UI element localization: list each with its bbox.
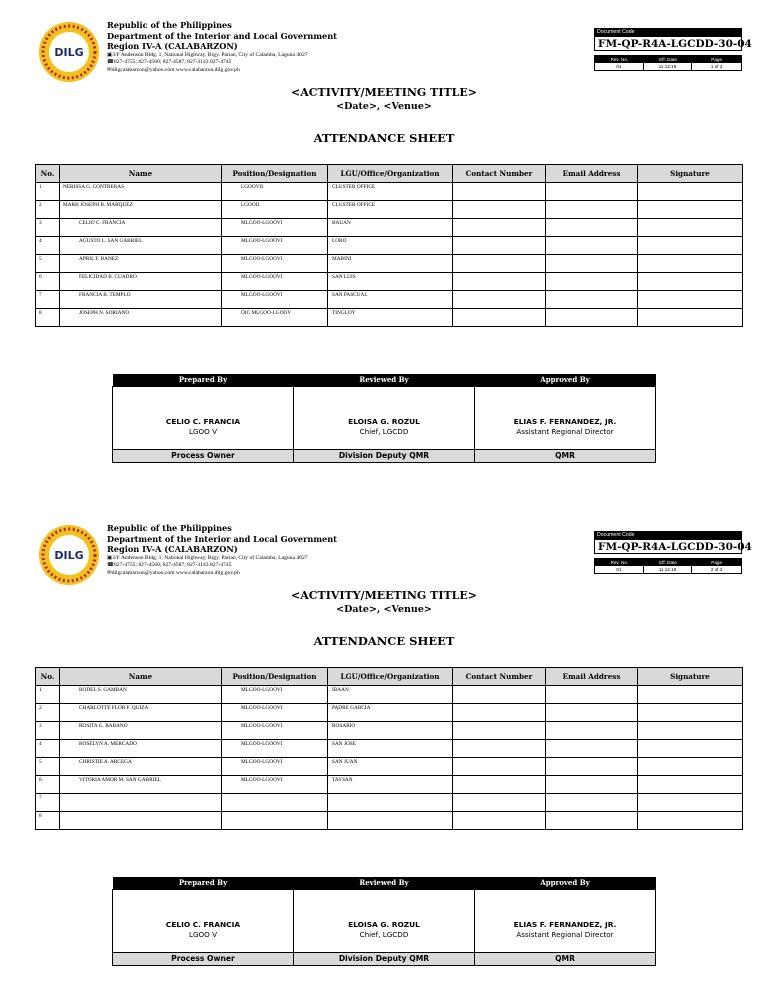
attendance-sheet-title: ATTENDANCE SHEET: [313, 131, 455, 145]
row-position: MLGOO-LGOOVI: [222, 237, 328, 255]
signatory-name: ELOISA G. ROZUL: [348, 919, 420, 929]
activity-subtitle: <Date>, <Venue>: [336, 604, 432, 615]
row-name: CHRISTIE A. ARCEGA: [60, 758, 222, 776]
row-email[interactable]: [546, 291, 638, 309]
row-signature[interactable]: [638, 291, 743, 309]
row-lgu: SAN PASCUAL: [328, 291, 453, 309]
row-no: 2: [36, 704, 60, 722]
row-email[interactable]: [546, 794, 638, 812]
row-position: MLGOO-LGOOVI: [222, 758, 328, 776]
row-lgu: CLUSTER OFFICE: [328, 183, 453, 201]
division-deputy-qmr-label: Division Deputy QMR: [294, 449, 475, 462]
rev-value: 01: [595, 566, 644, 573]
phone-icon: ☎: [107, 59, 114, 65]
table-row: [36, 237, 743, 255]
col-no: No.: [36, 668, 60, 686]
row-lgu: TINGLOY: [328, 309, 453, 327]
row-lgu: SAN JUAN: [328, 758, 453, 776]
agency-header: [107, 523, 437, 577]
row-lgu: TAYSAN: [328, 776, 453, 794]
department-line: Department of the Interior and Local Government: [107, 30, 337, 41]
activity-title: <ACTIVITY/MEETING TITLE>: [291, 86, 477, 99]
row-lgu: MABINI: [328, 255, 453, 273]
republic-line: Republic of the Philippines: [107, 20, 232, 30]
approved-by-cell: [475, 386, 656, 449]
row-signature[interactable]: [638, 237, 743, 255]
row-name: AGUSTO L. SAN GABRIEL: [60, 237, 222, 255]
row-signature[interactable]: [638, 722, 743, 740]
rev-label: Rev. No.: [595, 56, 644, 63]
document-code-value: FM-QP-R4A-LGCDD-30-04: [594, 539, 742, 554]
col-name: Name: [60, 165, 222, 183]
phone-line: ☎827-4755; 827-4560; 827-4587; 827-3143 827-4745: [107, 59, 232, 65]
row-name: APRIL F. BANEZ: [60, 255, 222, 273]
row-position[interactable]: [222, 794, 328, 812]
activity-heading: [0, 589, 768, 617]
row-contact[interactable]: [453, 237, 546, 255]
attendance-header-row: [36, 668, 743, 686]
row-signature[interactable]: [638, 812, 743, 830]
signatory-role: LGOO V: [188, 929, 218, 939]
row-signature[interactable]: [638, 183, 743, 201]
seal-text: DILG: [54, 549, 84, 562]
row-signature[interactable]: [638, 704, 743, 722]
row-name[interactable]: [60, 794, 222, 812]
col-email: Email Address: [546, 668, 638, 686]
reviewed-by-cell: [294, 889, 475, 952]
row-position: MLGOO-LGOOVI: [222, 704, 328, 722]
row-lgu: PADRE GARCIA: [328, 704, 453, 722]
activity-subtitle: <Date>, <Venue>: [336, 101, 432, 112]
row-no: 4: [36, 740, 60, 758]
row-lgu[interactable]: [328, 794, 453, 812]
rev-label: Rev. No.: [595, 559, 644, 566]
row-lgu: IBAAN: [328, 686, 453, 704]
row-no: 8: [36, 309, 60, 327]
document-page-2: [0, 503, 768, 1001]
row-signature[interactable]: [638, 201, 743, 219]
attendance-header-row: [36, 165, 743, 183]
row-email[interactable]: [546, 776, 638, 794]
row-position: MLGOO-LGOOVI: [222, 255, 328, 273]
row-email[interactable]: [546, 219, 638, 237]
table-row: [36, 794, 743, 812]
page-label: Page: [692, 559, 741, 566]
row-contact[interactable]: [453, 309, 546, 327]
signatory-header-row: [113, 374, 656, 386]
row-contact[interactable]: [453, 740, 546, 758]
table-row: [36, 255, 743, 273]
row-email[interactable]: [546, 758, 638, 776]
row-name: CHARLOTTE FLOR F. QUIZA: [60, 704, 222, 722]
signatory-role: Chief, LGCDD: [359, 929, 409, 939]
table-row: [36, 183, 743, 201]
row-email[interactable]: [546, 255, 638, 273]
row-lgu: SAN JOSE: [328, 740, 453, 758]
row-signature[interactable]: [638, 740, 743, 758]
row-name: FRANCIA B. TEMPLO: [60, 291, 222, 309]
signatory-role: Assistant Regional Director: [516, 929, 614, 939]
row-lgu: BAUAN: [328, 219, 453, 237]
row-signature[interactable]: [638, 309, 743, 327]
signatory-name: ELOISA G. ROZUL: [348, 416, 420, 426]
row-contact[interactable]: [453, 219, 546, 237]
table-row: [36, 758, 743, 776]
row-signature[interactable]: [638, 758, 743, 776]
row-signature[interactable]: [638, 273, 743, 291]
web-line: ✉dilgcalabarzon@yahoo.com www.calabarzon.dilg.gov.ph: [107, 66, 240, 73]
row-contact[interactable]: [453, 273, 546, 291]
row-email[interactable]: [546, 309, 638, 327]
signatory-header-row: [113, 877, 656, 889]
signatory-role: Chief, LGCDD: [359, 426, 409, 436]
table-row: [36, 291, 743, 309]
signatory-footer-row: [113, 952, 656, 965]
row-name: ROSITA G. RABANO: [60, 722, 222, 740]
signatory-table: [112, 374, 656, 463]
reviewed-by-label: Reviewed By: [294, 877, 475, 889]
document-page-1: [0, 0, 768, 498]
region-line: Region IV-A (CALABARZON): [107, 544, 238, 554]
document-code-value: FM-QP-R4A-LGCDD-30-04: [594, 36, 742, 51]
row-position: MLGOO-LGOOVI: [222, 776, 328, 794]
document-code-label: Document Code: [594, 531, 742, 539]
row-contact[interactable]: [453, 291, 546, 309]
table-row: [36, 309, 743, 327]
row-position: LGOOVII: [222, 183, 328, 201]
attendance-table: [35, 164, 743, 327]
activity-title: <ACTIVITY/MEETING TITLE>: [291, 589, 477, 602]
table-row: [36, 686, 743, 704]
row-name: NERISSA G. CONTRERAS: [60, 183, 222, 201]
row-no: 6: [36, 273, 60, 291]
row-name[interactable]: [60, 812, 222, 830]
signatory-table: [112, 877, 656, 966]
row-no: 6: [36, 776, 60, 794]
signatory-name: ELIAS F. FERNANDEZ, JR.: [513, 416, 617, 426]
approved-by-label: Approved By: [475, 877, 656, 889]
signatory-role: LGOO V: [188, 426, 218, 436]
attendance-sheet-title: ATTENDANCE SHEET: [313, 634, 455, 648]
row-contact[interactable]: [453, 722, 546, 740]
row-no: 1: [36, 183, 60, 201]
prepared-by-label: Prepared By: [113, 374, 294, 386]
seal-text: DILG: [54, 46, 84, 59]
eff-value: 11.12.18: [644, 566, 693, 573]
signatory-name: ELIAS F. FERNANDEZ, JR.: [513, 919, 617, 929]
row-email[interactable]: [546, 740, 638, 758]
dilg-seal-logo: [38, 21, 100, 83]
web-line: ✉dilgcalabarzon@yahoo.com www.calabarzon.dilg.gov.ph: [107, 569, 240, 576]
division-deputy-qmr-label: Division Deputy QMR: [294, 952, 475, 965]
row-no: 4: [36, 237, 60, 255]
building-icon: ▣: [107, 51, 113, 58]
row-contact[interactable]: [453, 758, 546, 776]
qmr-label: QMR: [475, 449, 656, 462]
row-signature[interactable]: [638, 794, 743, 812]
col-lgu: LGU/Office/Organization: [328, 165, 453, 183]
table-row: [36, 219, 743, 237]
row-lgu: ROSARIO: [328, 722, 453, 740]
row-contact[interactable]: [453, 686, 546, 704]
row-contact[interactable]: [453, 794, 546, 812]
col-position: Position/Designation: [222, 668, 328, 686]
signatory-body-row: [113, 889, 656, 952]
process-owner-label: Process Owner: [113, 449, 294, 462]
row-contact[interactable]: [453, 812, 546, 830]
table-row: [36, 273, 743, 291]
row-no: 3: [36, 722, 60, 740]
row-no: 5: [36, 255, 60, 273]
row-email[interactable]: [546, 237, 638, 255]
email-icon: ✉: [107, 569, 112, 576]
address-line: ▣3/F Andenson Bldg. 1, National Highway, Brgy. Parian, City of Calamba, Laguna 4027: [107, 51, 308, 58]
col-name: Name: [60, 668, 222, 686]
row-signature[interactable]: [638, 255, 743, 273]
row-position: LGOOII: [222, 201, 328, 219]
row-lgu: LOBO: [328, 237, 453, 255]
building-icon: ▣: [107, 554, 113, 561]
row-no: 8: [36, 812, 60, 830]
row-no: 7: [36, 794, 60, 812]
page-label: Page: [692, 56, 741, 63]
prepared-by-label: Prepared By: [113, 877, 294, 889]
col-signature: Signature: [638, 668, 743, 686]
phone-icon: ☎: [107, 562, 114, 568]
eff-label: Eff. Date: [644, 56, 693, 63]
row-contact[interactable]: [453, 183, 546, 201]
row-name: MARK JOSEPH B. MARQUEZ: [60, 201, 222, 219]
republic-line: Republic of the Philippines: [107, 523, 232, 533]
signatory-role: Assistant Regional Director: [516, 426, 614, 436]
eff-value: 11.12.18: [644, 63, 693, 70]
rev-value: 01: [595, 63, 644, 70]
row-email[interactable]: [546, 704, 638, 722]
row-no: 5: [36, 758, 60, 776]
document-code-box: [594, 531, 752, 574]
table-row: [36, 740, 743, 758]
signatory-name: CELIO C. FRANCIA: [165, 919, 241, 929]
row-email[interactable]: [546, 201, 638, 219]
dilg-seal-logo: [38, 524, 100, 586]
page-value: 2 of 2: [710, 567, 723, 572]
col-contact: Contact Number: [453, 668, 546, 686]
col-contact: Contact Number: [453, 165, 546, 183]
reviewed-by-label: Reviewed By: [294, 374, 475, 386]
row-position: MLGOO-LGOOVI: [222, 686, 328, 704]
row-lgu[interactable]: [328, 812, 453, 830]
row-email[interactable]: [546, 722, 638, 740]
row-email[interactable]: [546, 812, 638, 830]
row-position: MLGOO-LGOOVI: [222, 273, 328, 291]
row-no: 1: [36, 686, 60, 704]
row-name: JOSEPH N. SORIANO: [60, 309, 222, 327]
row-signature[interactable]: [638, 776, 743, 794]
address-line: ▣3/F Andenson Bldg. 1, National Highway, Brgy. Parian, City of Calamba, Laguna 4027: [107, 554, 308, 561]
signatory-body-row: [113, 386, 656, 449]
attendance-table: [35, 667, 743, 830]
revision-grid: [594, 558, 742, 574]
row-contact[interactable]: [453, 776, 546, 794]
row-lgu: SAN LUIS: [328, 273, 453, 291]
page-value: 1 of 2: [710, 64, 723, 69]
prepared-by-cell: [113, 386, 294, 449]
col-lgu: LGU/Office/Organization: [328, 668, 453, 686]
row-email[interactable]: [546, 183, 638, 201]
row-position[interactable]: [222, 812, 328, 830]
row-position: MLGOO-LGOOVI: [222, 291, 328, 309]
qmr-label: QMR: [475, 952, 656, 965]
table-row: [36, 722, 743, 740]
email-icon: ✉: [107, 66, 112, 73]
row-contact[interactable]: [453, 201, 546, 219]
table-row: [36, 776, 743, 794]
phone-line: ☎827-4755; 827-4560; 827-4587; 827-3143 827-4745: [107, 562, 232, 568]
approved-by-cell: [475, 889, 656, 952]
signatory-name: CELIO C. FRANCIA: [165, 416, 241, 426]
row-position: MLGOO-LGOOVI: [222, 740, 328, 758]
col-signature: Signature: [638, 165, 743, 183]
row-position: MLGOO-LGOOVI: [222, 219, 328, 237]
row-name: VITORIA AMOR M. SAN GABRIEL: [60, 776, 222, 794]
eff-label: Eff. Date: [644, 559, 693, 566]
row-email[interactable]: [546, 686, 638, 704]
reviewed-by-cell: [294, 386, 475, 449]
row-signature[interactable]: [638, 686, 743, 704]
process-owner-label: Process Owner: [113, 952, 294, 965]
agency-header: [107, 20, 437, 74]
row-email[interactable]: [546, 273, 638, 291]
document-code-box: [594, 28, 752, 71]
table-row: [36, 201, 743, 219]
revision-grid: [594, 55, 742, 71]
document-code-label: Document Code: [594, 28, 742, 36]
department-line: Department of the Interior and Local Government: [107, 533, 337, 544]
row-position: MLGOO-LGOOVI: [222, 722, 328, 740]
row-lgu: CLUSTER OFFICE: [328, 201, 453, 219]
table-row: [36, 812, 743, 830]
region-line: Region IV-A (CALABARZON): [107, 41, 238, 51]
col-email: Email Address: [546, 165, 638, 183]
row-no: 7: [36, 291, 60, 309]
row-no: 2: [36, 201, 60, 219]
row-no: 3: [36, 219, 60, 237]
row-name: ROSELYN A. MERCADO: [60, 740, 222, 758]
row-contact[interactable]: [453, 704, 546, 722]
row-signature[interactable]: [638, 219, 743, 237]
activity-heading: [0, 86, 768, 114]
row-name: RODEL S. GAMBAN: [60, 686, 222, 704]
signatory-footer-row: [113, 449, 656, 462]
row-name: FELICIDAD B. CUADRO: [60, 273, 222, 291]
approved-by-label: Approved By: [475, 374, 656, 386]
col-no: No.: [36, 165, 60, 183]
row-position: OIC MLGOO-LGOOV: [222, 309, 328, 327]
row-contact[interactable]: [453, 255, 546, 273]
prepared-by-cell: [113, 889, 294, 952]
table-row: [36, 704, 743, 722]
row-name: CELIO C. FRANCIA: [60, 219, 222, 237]
col-position: Position/Designation: [222, 165, 328, 183]
